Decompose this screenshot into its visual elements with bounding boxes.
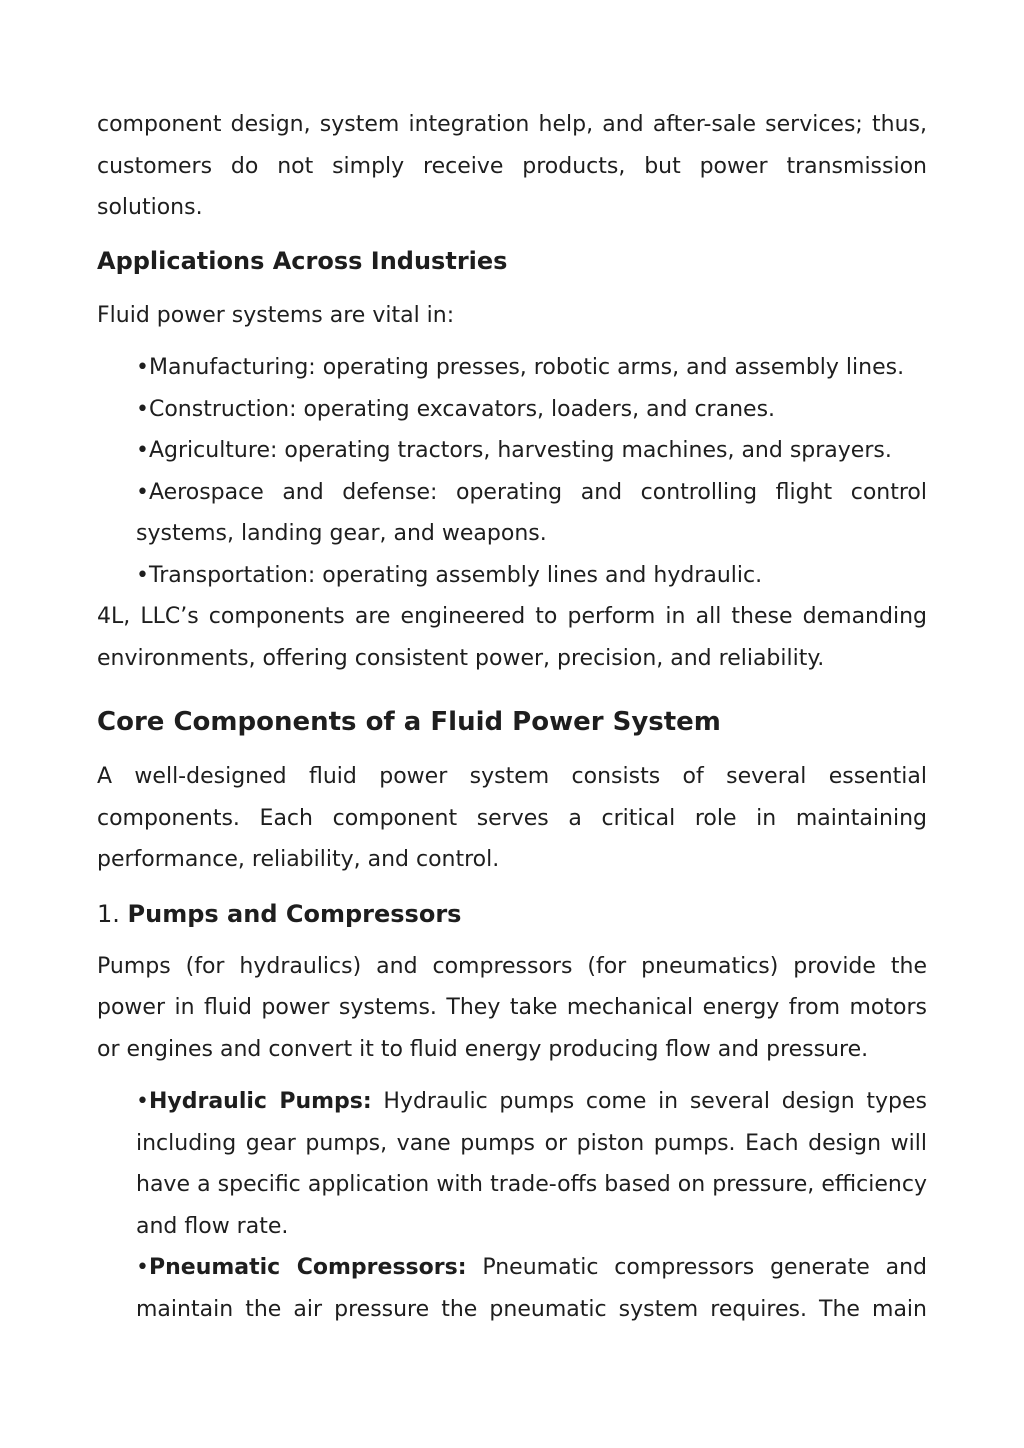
- list-item-hydraulic-pumps: [136, 1081, 927, 1247]
- list-item-label: Hydraulic Pumps:: [148, 1089, 372, 1114]
- applications-heading: Applications Across Industries: [97, 246, 508, 275]
- component-list: [97, 1081, 927, 1330]
- industry-list: [97, 347, 927, 596]
- list-item-manufacturing: [136, 347, 927, 389]
- core-components-heading: Core Components of a Fluid Power System: [97, 707, 721, 737]
- list-item-text: Hydraulic pumps come in several design types including gear pumps, vane pumps or piston pumps. Each design will have a specific application with trade-offs based on pressure, efficiency and flow rate.: [136, 1089, 927, 1239]
- list-item-agriculture: [136, 430, 927, 472]
- bullet-marker: •: [136, 396, 149, 422]
- pumps-paragraph: Pumps (for hydraulics) and compressors (for pneumatics) provide the power in fluid power systems. They take mechanical energy from motors or engines and convert it to fluid energy producing flow and pressure.: [97, 953, 927, 1062]
- bullet-marker: •: [136, 1255, 149, 1280]
- bullet-marker: •: [136, 355, 149, 380]
- heading-title: Pumps and Compressors: [127, 899, 462, 928]
- list-item-text: Aerospace and defense: operating and controlling flight control systems, landing gear, and weapons.: [136, 479, 927, 546]
- bullet-marker: •: [136, 1089, 149, 1114]
- heading-number: 1.: [97, 899, 128, 928]
- pumps-compressors-heading: [97, 898, 927, 930]
- list-item-text: Pneumatic compressors generate and maintain the air pressure the pneumatic system requires. The main: [136, 1255, 927, 1322]
- bullet-marker: •: [136, 438, 149, 463]
- list-item-transportation: [136, 555, 927, 597]
- list-item-text: Construction: operating excavators, loaders, and cranes.: [148, 396, 776, 422]
- conclusion-paragraph: 4L, LLC’s components are engineered to perform in all these demanding environments, offering consistent power, precision, and reliability.: [97, 604, 927, 671]
- list-item-aerospace: [136, 472, 927, 555]
- list-item-text: Agriculture: operating tractors, harvesting machines, and sprayers.: [148, 438, 892, 463]
- bullet-marker: •: [136, 562, 149, 588]
- vital-paragraph: Fluid power systems are vital in:: [97, 302, 455, 328]
- list-item-pneumatic-compressors: [136, 1247, 927, 1330]
- bullet-marker: •: [136, 479, 149, 505]
- list-item-text: Transportation: operating assembly lines and hydraulic.: [148, 562, 763, 588]
- list-item-text: Manufacturing: operating presses, robotic arms, and assembly lines.: [148, 355, 905, 380]
- intro-paragraph: component design, system integration help, and after-sale services; thus, customers do not simply receive products, but power transmission solutions.: [97, 112, 927, 220]
- core-intro-paragraph: A well-designed fluid power system consists of several essential components. Each component serves a critical role in maintaining performance, reliability, and control.: [97, 764, 927, 872]
- list-item-label: Pneumatic Compressors:: [148, 1255, 467, 1280]
- list-item-construction: [136, 389, 927, 431]
